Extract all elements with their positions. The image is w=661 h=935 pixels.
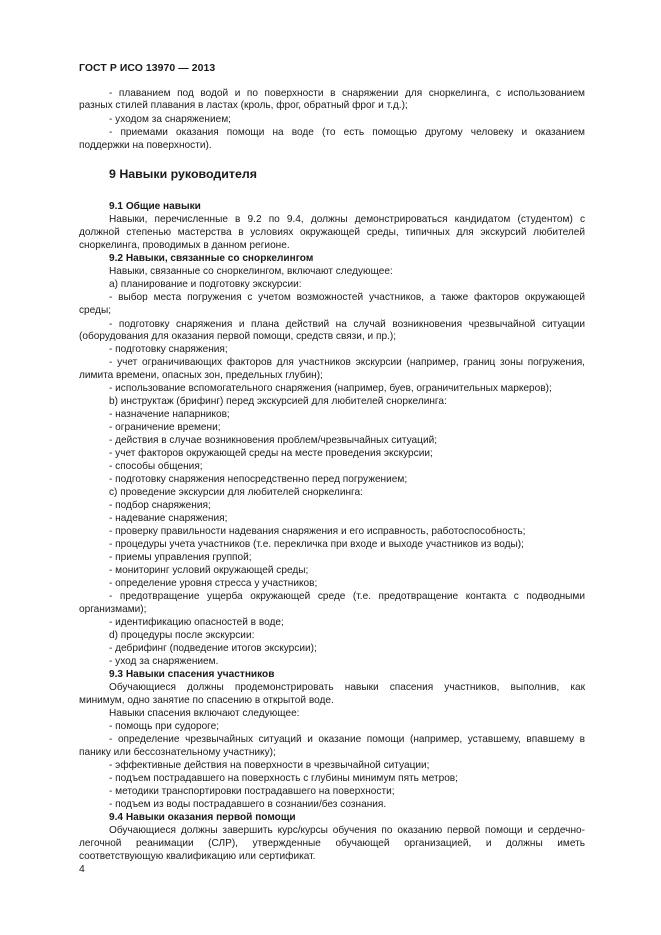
text-line: - определение чрезвычайных ситуаций и оказание помощи (например, уставшему, впавшему в xyxy=(109,734,585,745)
text-line: - уход за снаряжением. xyxy=(109,656,219,667)
text-line: - ограничение времени; xyxy=(109,422,221,433)
text-line: - предотвращение ущерба окружающей среде (т.е. предотвращение контакта с подводными xyxy=(109,591,585,602)
text-line: - подготовку снаряжения непосредственно перед погружением; xyxy=(109,474,408,485)
text-line: должной степенью мастерства в условиях окружающей среды, типичных для экскурсий любителей xyxy=(79,227,585,238)
text-line: - проверку правильности надевания снаряжения и его исправность, работоспособность; xyxy=(109,526,526,537)
text-line: - использование вспомогательного снаряжения (например, буев, ограничительных маркеров); xyxy=(109,383,552,394)
subsection-heading: 9.1 Общие навыки xyxy=(109,201,201,212)
text-line: - выбор места погружения с учетом возможностей участников, а также факторов окружающей xyxy=(109,292,585,303)
text-line: организмами); xyxy=(79,604,147,615)
text-line: - действия в случае возникновения проблем/чрезвычайных ситуаций; xyxy=(109,435,438,446)
text-line: легочной реанимации (СЛР), утвержденные обучающей организацией, и должны иметь xyxy=(79,838,585,849)
text-line: лимита времени, опасных зон, предельных глубин); xyxy=(79,370,323,381)
subsection-heading: 9.3 Навыки спасения участников xyxy=(109,669,275,680)
text-line: сноркелинга, проводимых в данном регионе. xyxy=(79,240,290,251)
text-line: - приемами оказания помощи на воде (то есть помощью другому человеку и оказанием xyxy=(109,127,585,138)
text-line: - уходом за снаряжением; xyxy=(109,114,231,125)
text-line: разных стилей плавания в ластах (кроль, фрог, обратный фрог и т.д.); xyxy=(79,100,408,111)
text-line: - определение уровня стресса у участников; xyxy=(109,578,318,589)
text-line: панику или бессознательному участнику); xyxy=(79,747,276,758)
text-line: поддержки на поверхности). xyxy=(79,140,212,151)
text-line: - методики транспортировки пострадавшего на поверхности; xyxy=(109,786,395,797)
text-line: - идентификацию опасностей в воде; xyxy=(109,617,284,628)
text-line: - подготовку снаряжения и плана действий на случай возникновения чрезвычайной ситуации xyxy=(109,319,585,330)
text-line: - подъем пострадавшего на поверхность с глубины минимум пять метров; xyxy=(109,773,458,784)
text-line: Обучающиеся должны продемонстрировать навыки спасения участников, выполнив, как xyxy=(109,682,585,693)
text-line: соответствующую квалификацию или сертификат. xyxy=(79,851,316,862)
text-line: среды; xyxy=(79,305,112,316)
text-line: - помощь при судороге; xyxy=(109,721,220,732)
text-line: c) проведение экскурсии для любителей сноркелинга: xyxy=(109,487,363,498)
text-line: (оборудования для оказания первой помощи, средств связи, и пр.); xyxy=(79,331,397,342)
text-line: b) инструктаж (брифинг) перед экскурсией для любителей сноркелинга: xyxy=(109,396,447,407)
text-line: - мониторинг условий окружающей среды; xyxy=(109,565,309,576)
text-line: минимум, одно занятие по спасению в открытой воде. xyxy=(79,695,334,706)
text-line: Навыки, перечисленные в 9.2 по 9.4, должны демонстрироваться кандидатом (студентом) с xyxy=(109,214,585,225)
standard-header: ГОСТ Р ИСО 13970 — 2013 xyxy=(79,63,216,74)
text-line: Обучающиеся должны завершить курс/курсы обучения по оказанию первой помощи и сердечно- xyxy=(109,825,585,836)
text-line: - эффективные действия на поверхности в чрезвычайной ситуации; xyxy=(109,760,430,771)
page-number: 4 xyxy=(79,864,85,875)
text-line: - плаванием под водой и по поверхности в снаряжении для сноркелинга, с использованием xyxy=(109,88,585,99)
text-line: - подбор снаряжения; xyxy=(109,500,211,511)
text-line: - процедуры учета участников (т.е. перекличка при входе и выходе участников из воды); xyxy=(109,539,524,550)
text-line: Навыки, связанные со сноркелингом, включают следующее: xyxy=(109,266,393,277)
subsection-heading: 9.4 Навыки оказания первой помощи xyxy=(109,812,296,823)
section-heading: 9 Навыки руководителя xyxy=(109,167,257,181)
text-line: a) планирование и подготовку экскурсии: xyxy=(109,279,302,290)
text-line: - дебрифинг (подведение итогов экскурсии); xyxy=(109,643,317,654)
text-line: - подготовку снаряжения; xyxy=(109,344,228,355)
text-line: d) процедуры после экскурсии: xyxy=(109,630,255,641)
text-line: - учет ограничивающих факторов для участников экскурсии (например, границ зоны погружения, xyxy=(109,357,585,368)
text-line: Навыки спасения включают следующее: xyxy=(109,708,300,719)
text-line: - назначение напарников; xyxy=(109,409,230,420)
text-line: - приемы управления группой; xyxy=(109,552,252,563)
text-line: - подъем из воды пострадавшего в сознании/без сознания. xyxy=(109,799,387,810)
text-line: - учет факторов окружающей среды на месте проведения экскурсии; xyxy=(109,448,433,459)
text-line: - способы общения; xyxy=(109,461,203,472)
text-line: - надевание снаряжения; xyxy=(109,513,228,524)
subsection-heading: 9.2 Навыки, связанные со сноркелингом xyxy=(109,253,314,264)
